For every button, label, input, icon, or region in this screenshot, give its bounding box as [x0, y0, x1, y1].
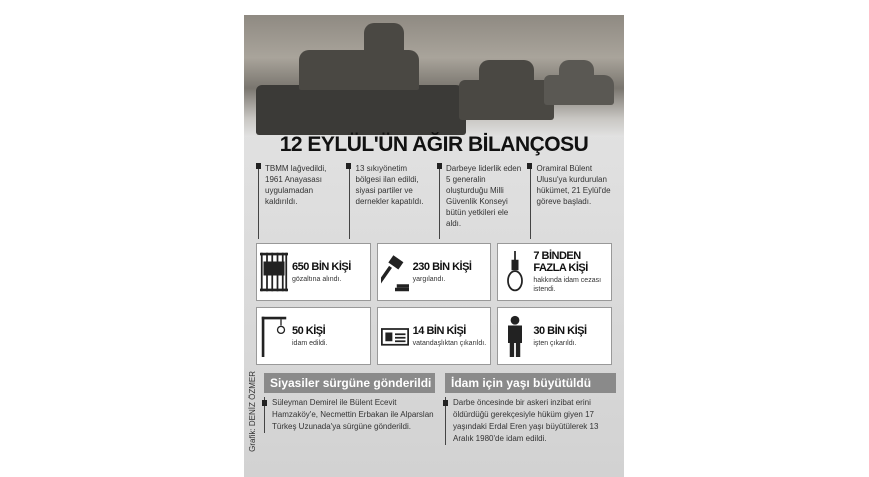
fact-item: 13 sıkıyönetim bölgesi ilan edildi, siyasi partiler ve dernekler kapatıldı. — [349, 163, 434, 239]
section-text: Süleyman Demirel ile Bülent Ecevit Hamzaköy'e, Necmettin Erbakan ile Alparslan Türkeş Uzunada'ya sürgüne gönderildi. — [264, 397, 435, 433]
fact-item: Darbeye liderlik eden 5 generalin oluşturduğu Milli Güvenlik Konseyi bütün yetkileri ele aldı. — [439, 163, 524, 239]
section-left — [264, 373, 435, 445]
gallows-icon — [260, 313, 288, 359]
infographic — [244, 15, 624, 477]
stat-caption: idam edildi. — [292, 339, 328, 347]
stat-caption: vatandaşlıktan çıkarıldı. — [412, 339, 487, 347]
page-title: 12 EYLÜL'ÜN AĞIR BİLANÇOSU — [279, 133, 589, 156]
section-heading: İdam için yaşı büyütüldü — [445, 373, 616, 393]
fact-item: Oramiral Bülent Ulusu'ya kurdurulan hükümet, 21 Eylül'de göreve başladı. — [530, 163, 615, 239]
graphic-credit: Grafik: DENİZ ÖZMER — [248, 371, 257, 452]
stat-value: 7 BİNDEN FAZLA KİŞİ — [533, 250, 588, 274]
bottom-sections — [244, 365, 624, 452]
stat-caption: yargılandı. — [412, 275, 446, 283]
id-card-icon — [381, 313, 409, 359]
stat-caption: hakkında idam cezası istendi. — [533, 277, 602, 293]
section-text: Darbe öncesinde bir askeri inzibat erini öldürdüğü gerekçesiyle hüküm giyen 17 yaşındaki Erdal Eren yaşı büyütülerek 13 Aralık 1980'de idam edildi. — [445, 397, 616, 445]
section-right — [445, 373, 616, 445]
fact-item: TBMM lağvedildi, 1961 Anayasası uygulamadan kaldırıldı. — [258, 163, 343, 239]
noose-icon — [501, 249, 529, 295]
stat-value: 50 KİŞİ — [292, 324, 326, 337]
stat-card — [256, 307, 371, 365]
section-heading: Siyasiler sürgüne gönderildi — [264, 373, 435, 393]
stat-card — [377, 243, 492, 301]
gavel-icon — [381, 249, 409, 295]
stat-cards — [244, 239, 624, 365]
stat-value: 650 BİN KİŞİ — [292, 260, 351, 273]
stat-caption: işten çıkarıldı. — [533, 339, 577, 347]
facts-row — [244, 159, 624, 239]
stat-card — [497, 243, 612, 301]
stat-card — [497, 307, 612, 365]
stat-card — [256, 243, 371, 301]
jail-bars-icon — [260, 249, 288, 295]
stat-value: 30 BİN KİŞİ — [533, 324, 587, 337]
stat-value: 230 BİN KİŞİ — [412, 260, 472, 273]
stat-caption: gözaltına alındı. — [292, 275, 342, 283]
tanks-photo — [244, 15, 624, 137]
stat-card — [377, 307, 492, 365]
person-suit-icon — [501, 313, 529, 359]
stat-value: 14 BİN KİŞİ — [412, 324, 466, 337]
